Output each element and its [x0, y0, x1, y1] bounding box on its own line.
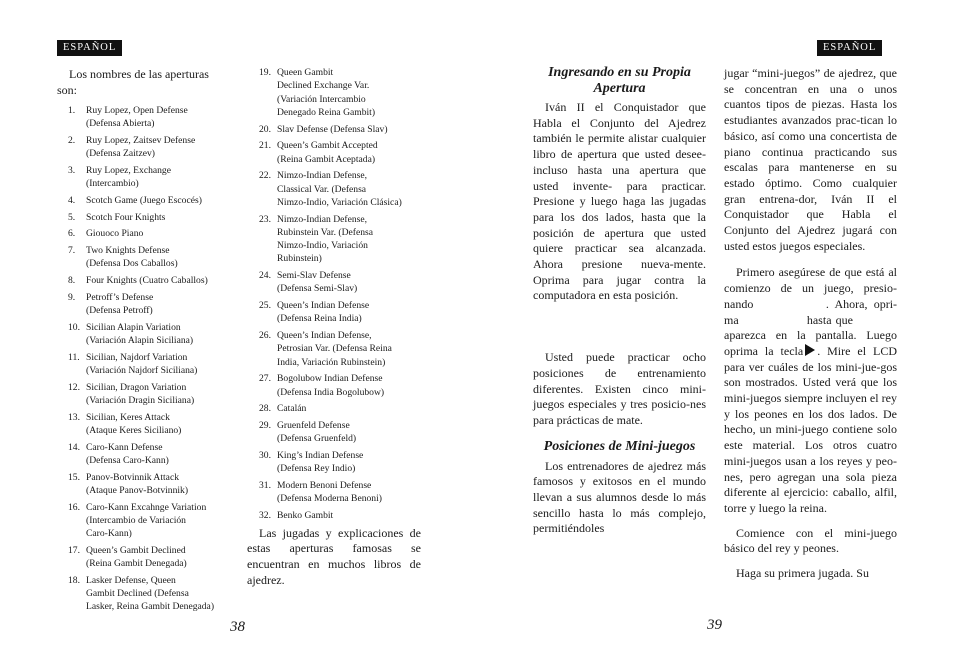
opening-item — [259, 123, 421, 136]
opening-number: 5. — [68, 211, 76, 223]
opening-number: 20. — [259, 123, 271, 135]
opening-number: 23. — [259, 213, 271, 225]
opening-name: Sicilian, Keres Attack (Ataque Keres Siciliano) — [86, 411, 182, 436]
opening-name: Sicilian, Dragon Variation (Variación Dragin Siciliana) — [86, 381, 195, 406]
opening-number: 27. — [259, 373, 271, 385]
opening-item — [68, 244, 229, 271]
opening-item — [259, 66, 421, 119]
opening-name: Ruy Lopez, Exchange (Intercambio) — [86, 164, 171, 190]
opening-name: Benko Gambit — [277, 509, 334, 521]
opening-name: Queen’s Indian Defense, Petrosian Var. (Defensa Reina India, Variación Rubinstein) — [277, 330, 392, 368]
opening-name: Queen Gambit Declined Exchange Var. (Variación Intercambio Denegado Reina Gambit) — [277, 67, 376, 118]
opening-name: Lasker Defense, Queen Gambit Declined (Defensa Lasker, Reina Gambit Denegada) — [86, 574, 215, 613]
opening-name: Modern Benoni Defense (Defensa Moderna Benoni) — [277, 480, 382, 505]
opening-item — [259, 402, 421, 415]
opening-name: Queen’s Gambit Declined (Reina Gambit Denegada) — [86, 544, 187, 570]
opening-name: Nimzo-Indian Defense, Classical Var. (Defensa Nimzo-Indio, Variación Clásica) — [277, 170, 402, 208]
opening-number: 22. — [259, 170, 271, 182]
opening-number: 15. — [68, 471, 80, 483]
language-badge-left: ESPAÑOL — [57, 40, 122, 56]
start-text-c: hasta que — [806, 312, 853, 327]
opening-name: Slav Defense (Defensa Slav) — [277, 123, 388, 135]
opening-number: 6. — [68, 228, 76, 240]
opening-number: 25. — [259, 300, 271, 312]
right-column-1 — [533, 65, 706, 537]
openings-list-a — [68, 104, 229, 614]
opening-number: 26. — [259, 330, 271, 342]
opening-number: 17. — [68, 544, 80, 556]
opening-name: Nimzo-Indian Defense, Rubinstein Var. (Defensa Nimzo-Indio, Variación Rubinstein) — [277, 213, 374, 265]
opening-number: 4. — [68, 194, 76, 206]
opening-item — [68, 164, 229, 191]
opening-item — [68, 104, 229, 131]
paragraph-start-instructions — [724, 265, 897, 516]
opening-item — [68, 291, 229, 318]
start-text-d: aparezca en la pantalla. Luego oprima la tecla — [724, 328, 897, 358]
opening-item — [68, 441, 229, 468]
paragraph-coaches: Los entrenadores de ajedrez más famosos y exitosos en el mundo llevan a sus alumnos desde lo más sencillo hasta lo más complejo, permitiéndoles — [533, 458, 706, 536]
openings-list-b — [259, 66, 421, 522]
opening-name: Petroff’s Defense (Defensa Petroff) — [86, 291, 154, 316]
opening-item — [259, 329, 421, 369]
opening-name: Semi-Slav Defense (Defensa Semi-Slav) — [277, 270, 358, 295]
opening-name: Giouoco Piano — [86, 228, 144, 240]
opening-name: Scotch Game (Juego Escocés) — [86, 194, 202, 206]
paragraph-own-opening: Iván II el Conquistador que Habla el Conjunto del Ajedrez también le permite alistar cualquier libro de apertura que usted desee-incluso hasta una apertura que usted invente- para practicar. Presione y luego haga las jugadas para los dos lados, hasta que la posición de apertura que usted quiere practicar sea alcanzada. Ahora presione nueva-mente. Oprima para jugar contra la computadora en esta posición. — [533, 100, 706, 303]
opening-name: Queen’s Indian Defense (Defensa Reina India) — [277, 300, 370, 325]
opening-name: Ruy Lopez, Open Defense (Defensa Abierta) — [86, 105, 188, 130]
heading-own-opening: Ingresando en su Propia Apertura — [548, 65, 691, 96]
opening-name: Four Knights (Cuatro Caballos) — [86, 275, 208, 286]
left-column-1 — [57, 66, 229, 617]
opening-name: Panov-Botvinnik Attack (Ataque Panov-Botvinnik) — [86, 471, 189, 496]
opening-number: 8. — [68, 275, 76, 286]
paragraph-first-move: Haga su primera jugada. Su — [736, 566, 869, 581]
opening-number: 14. — [68, 441, 80, 453]
opening-item — [68, 351, 229, 378]
opening-number: 12. — [68, 381, 80, 393]
opening-item — [68, 471, 229, 498]
openings-intro: Los nombres de las aperturas son: — [57, 67, 209, 97]
start-text-b: . Ahora, opri-ma — [724, 296, 898, 327]
opening-name: Two Knights Defense (Defensa Dos Caballos) — [86, 245, 178, 270]
opening-item — [68, 574, 229, 614]
start-text-e: . Mire el LCD para ver cuáles de los mini-jue-gos son mostrados. Usted verá que los mini-juegos siempre incluyen el rey y los peones en los dos lados. De hecho, un mini-juego contiene solo este material. Los otros cuatro mini-juegos usan a los reyes y peo-nes, pero agregan una sola pieza diferente al ejercicio: caballo, alfil, torre y luego la reina. — [724, 343, 897, 515]
opening-name: Caro-Kann Excahnge Variation (Intercambio de Variación Caro-Kann) — [86, 501, 207, 540]
opening-item — [68, 134, 229, 161]
openings-closing: Las jugadas y explicaciones de estas aperturas famosas se encuentran en muchos libros de ajedrez. — [247, 525, 421, 587]
opening-item — [68, 274, 229, 287]
opening-number: 21. — [259, 140, 271, 152]
opening-item — [68, 544, 229, 571]
opening-number: 31. — [259, 480, 271, 491]
opening-name: Queen’s Gambit Accepted (Reina Gambit Aceptada) — [277, 140, 378, 165]
opening-name: Sicilian, Najdorf Variation (Variación Najdorf Siciliana) — [86, 351, 198, 376]
start-text-a: Primero asegúrese de que está al comienzo de un juego, presio-nando — [724, 265, 897, 311]
paragraph-begin: Comience con el mini-juego básico del rey y peones. — [724, 525, 897, 556]
opening-item — [259, 213, 421, 266]
opening-number: 2. — [68, 134, 76, 146]
opening-item — [259, 372, 421, 399]
opening-number: 28. — [259, 403, 271, 415]
opening-name: Ruy Lopez, Zaitsev Defense (Defensa Zaitzev) — [86, 134, 196, 160]
opening-number: 30. — [259, 450, 271, 462]
opening-item — [68, 211, 229, 224]
right-column-2 — [724, 66, 897, 582]
play-arrow-icon — [805, 344, 815, 356]
opening-number: 10. — [68, 321, 80, 333]
opening-number: 7. — [68, 245, 76, 257]
opening-number: 9. — [68, 291, 76, 303]
opening-item — [259, 269, 421, 296]
opening-item — [259, 419, 421, 446]
opening-name: Sicilian Alapin Variation (Variación Alapin Siciliana) — [86, 321, 194, 346]
page-number-left: 38 — [230, 619, 245, 635]
opening-item — [259, 299, 421, 326]
opening-item — [259, 169, 421, 209]
opening-number: 24. — [259, 270, 271, 282]
opening-name: Gruenfeld Defense (Defensa Gruenfeld) — [277, 420, 357, 445]
opening-item — [68, 411, 229, 438]
paragraph-training-positions: Usted puede practicar ocho posiciones de entrenamiento diferentes. Existen cinco mini-juegos especiales y tres posicio-nes para prácticas de mate. — [533, 350, 706, 427]
opening-number: 3. — [68, 164, 76, 176]
opening-item — [68, 194, 229, 207]
opening-name: King’s Indian Defense (Defensa Rey Indio) — [277, 450, 364, 475]
page-number-right: 39 — [707, 617, 722, 633]
opening-item — [259, 449, 421, 476]
opening-item — [259, 509, 421, 522]
opening-name: Catalán — [277, 403, 307, 415]
left-column-2 — [247, 66, 421, 588]
opening-name: Scotch Four Knights — [86, 211, 166, 223]
paragraph-mini-games: jugar “mini-juegos” de ajedrez, que se concentran en una o unos cuantos tipos de piezas. Hasta los estudiantes avanzados prac-tican lo básico, así como una concertista de piano continua practicando sus escalas para mantenerse en su estado óptimo. Como cualquier gran entrena-dor, Iván II el Conquistador que Habla el Conjunto del Ajedrez jugará con usted estos juegos especiales. — [724, 66, 897, 253]
opening-name: Caro-Kann Defense (Defensa Caro-Kann) — [86, 441, 169, 466]
opening-number: 13. — [68, 411, 80, 423]
opening-number: 16. — [68, 501, 80, 513]
opening-number: 32. — [259, 509, 271, 521]
opening-item — [68, 321, 229, 348]
opening-number: 18. — [68, 574, 80, 586]
opening-name: Bogolubow Indian Defense (Defensa India Bogolubow) — [277, 373, 385, 398]
opening-number: 11. — [68, 351, 80, 363]
opening-number: 29. — [259, 420, 271, 432]
heading-mini-games: Posiciones de Mini-juegos — [543, 438, 696, 454]
opening-number: 1. — [68, 105, 76, 116]
opening-item — [259, 479, 421, 506]
language-badge-right: ESPAÑOL — [817, 40, 882, 56]
opening-item — [259, 139, 421, 166]
opening-item — [68, 501, 229, 541]
opening-number: 19. — [259, 67, 271, 78]
opening-item — [68, 227, 229, 240]
opening-item — [68, 381, 229, 408]
